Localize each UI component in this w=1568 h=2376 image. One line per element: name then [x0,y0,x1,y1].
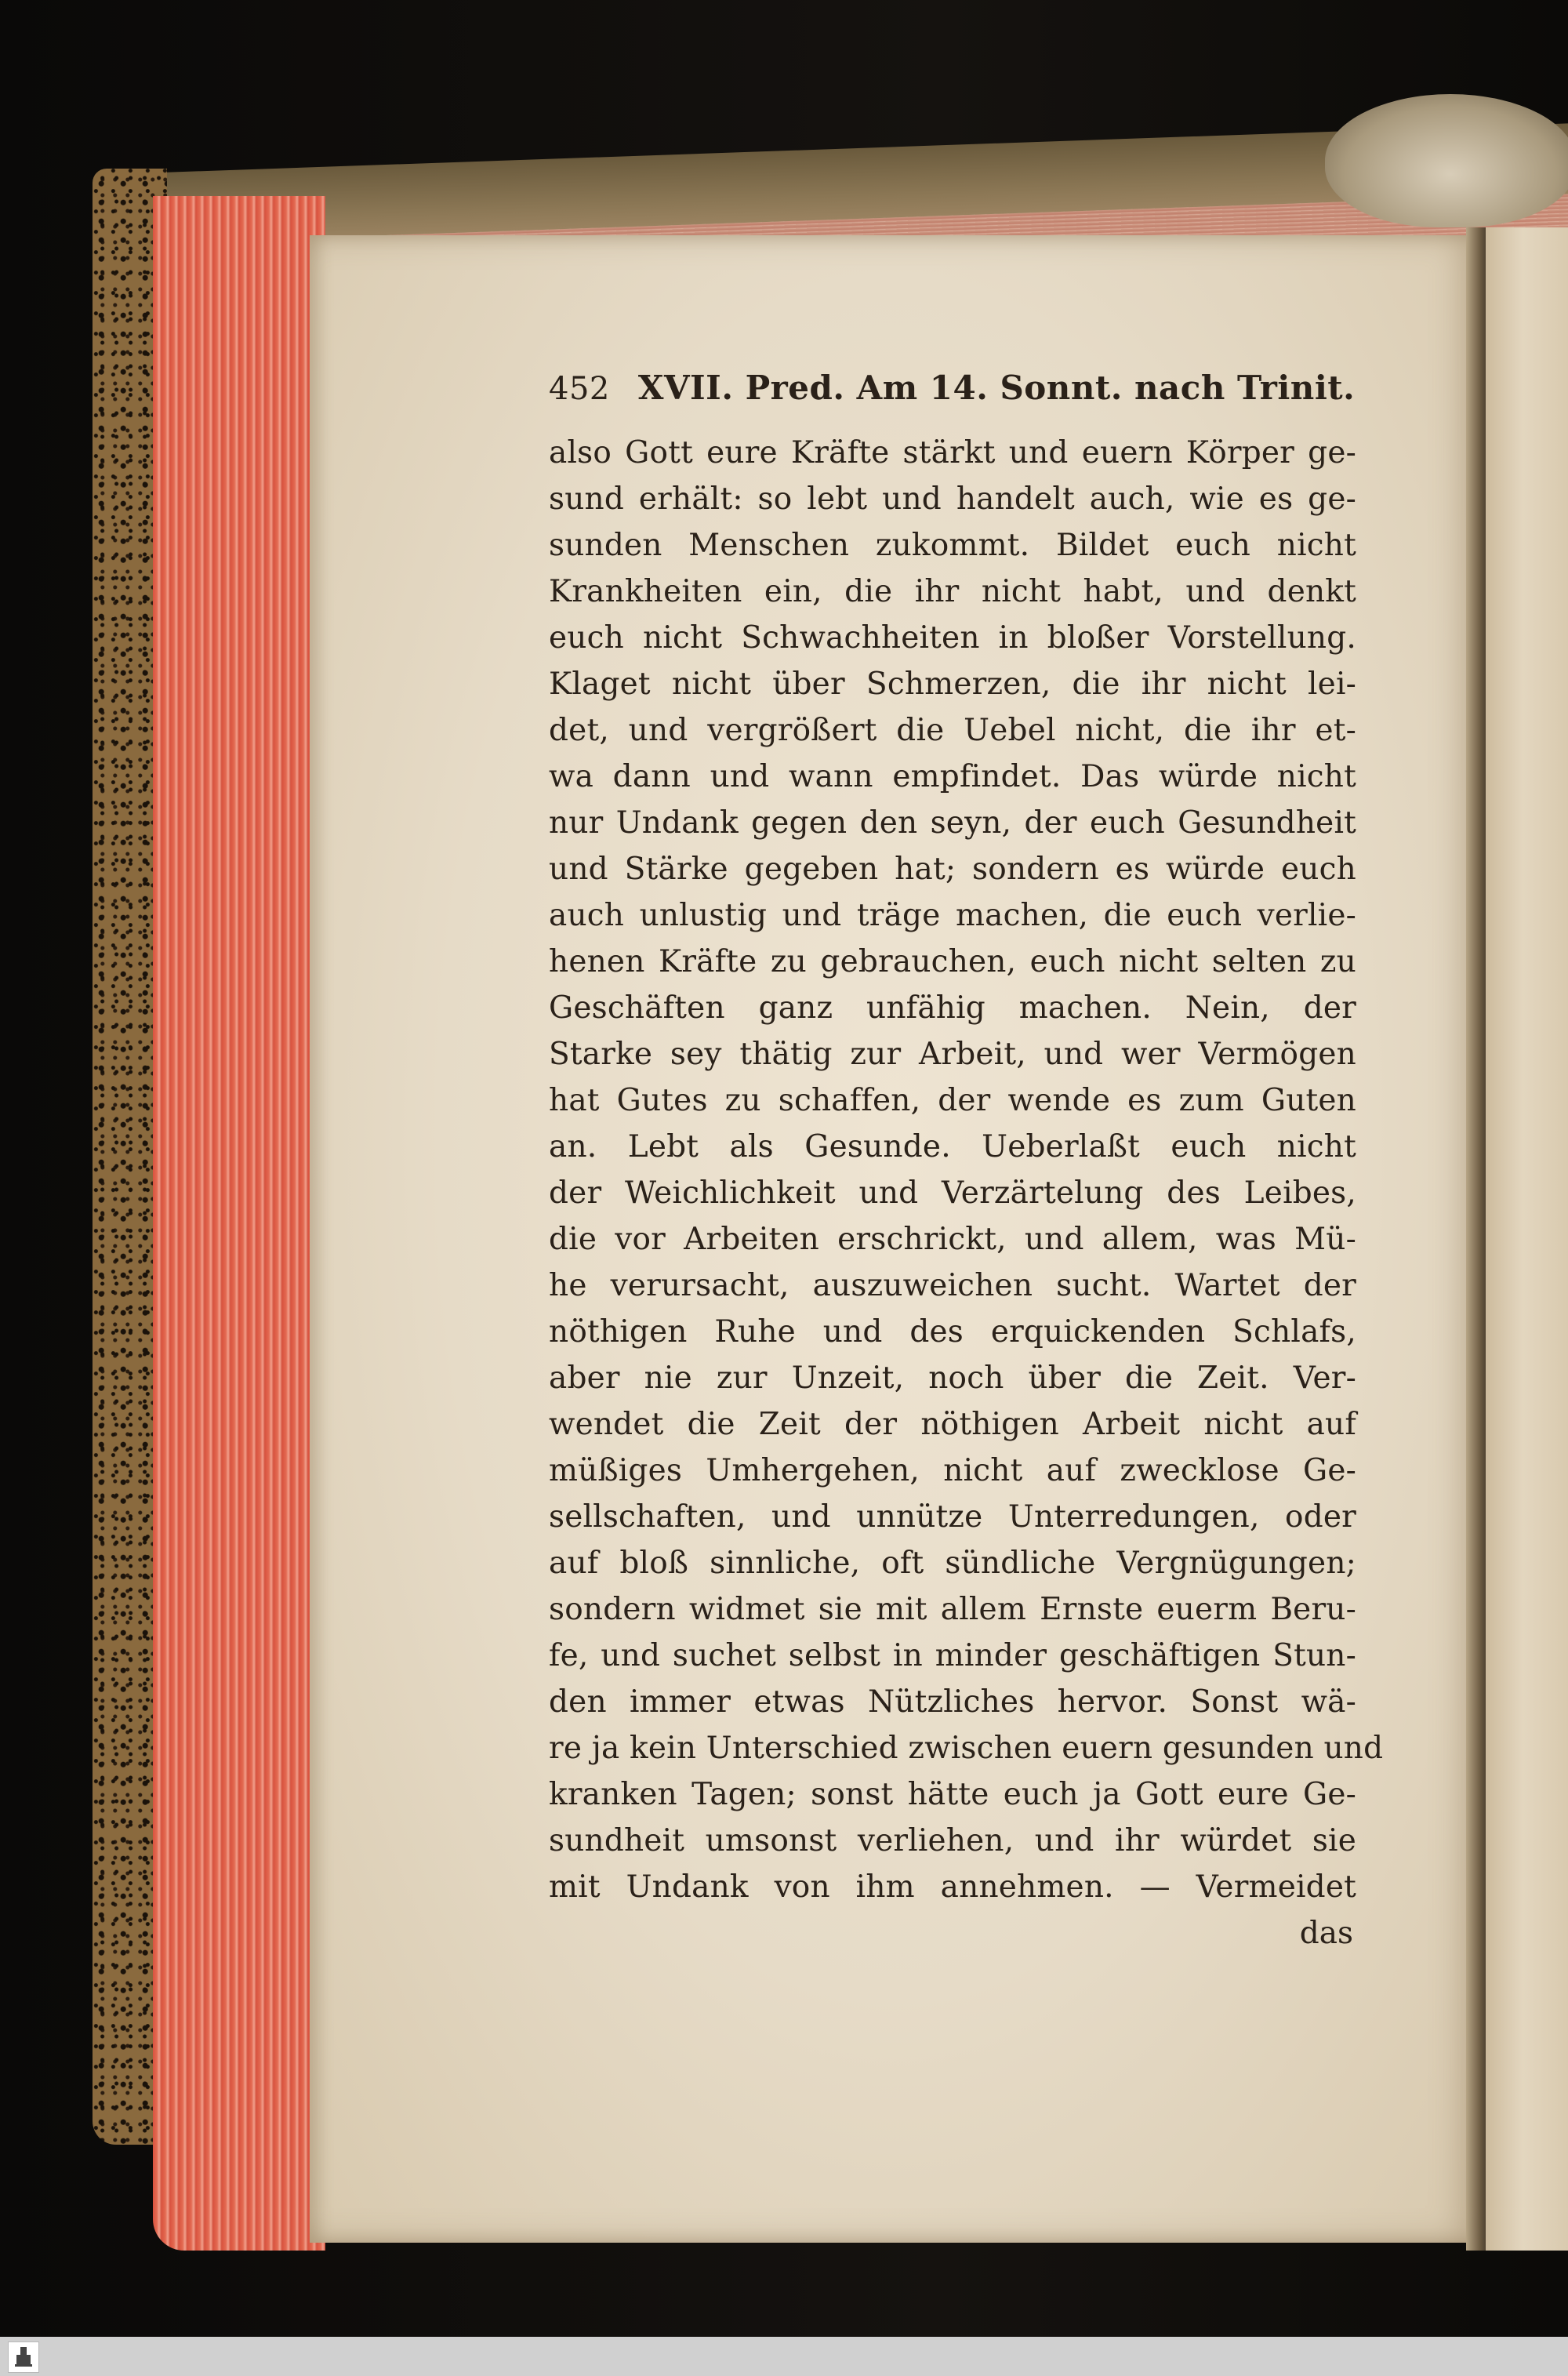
text-line: also Gott eure Kräfte stärkt und euern Körper ge- [549,435,1356,470]
text-line: Starke sey thätig zur Arbeit, und wer Vermögen [549,1037,1356,1072]
text-line: det, und vergrößert die Uebel nicht, die ihr et- [549,713,1356,748]
right-page [1486,227,1568,2251]
text-line: wa dann und wann empfindet. Das würde nicht [549,759,1356,794]
catchword: das [1299,1916,1353,1951]
text-line: Krankheiten ein, die ihr nicht habt, und denkt [549,574,1356,609]
text-line: sund erhält: so lebt und handelt auch, wie es ge- [549,481,1356,517]
text-line: sunden Menschen zukommt. Bildet euch nicht [549,528,1356,563]
text-line: hat Gutes zu schaffen, der wende es zum Guten [549,1083,1356,1118]
text-line: nur Undank gegen den seyn, der euch Gesundheit [549,805,1356,841]
text-line: henen Kräfte zu gebrauchen, euch nicht selten zu [549,944,1356,979]
text-line: den immer etwas Nützliches hervor. Sonst wä- [549,1684,1356,1720]
text-line: wendet die Zeit der nöthigen Arbeit nicht auf [549,1407,1356,1442]
running-head [549,369,1356,419]
text-line: müßiges Umhergehen, nicht auf zwecklose Ge- [549,1453,1356,1488]
text-block [549,369,1384,1956]
text-line: kranken Tagen; sonst hätte euch ja Gott eure Ge- [549,1777,1356,1812]
page-number: 452 [549,371,610,407]
text-line: die vor Arbeiten erschrickt, und allem, was Mü- [549,1222,1356,1257]
text-line: sundheit umsonst verliehen, und ihr würdet sie [549,1823,1356,1858]
text-line: aber nie zur Unzeit, noch über die Zeit. Ver- [549,1361,1356,1396]
text-line: auch unlustig und träge machen, die euch verlie- [549,898,1356,933]
text-line: fe, und suchet selbst in minder geschäftigen Stun- [549,1638,1356,1673]
text-line: an. Lebt als Gesunde. Ueberlaßt euch nicht [549,1129,1356,1164]
text-line: Klaget nicht über Schmerzen, die ihr nicht lei- [549,667,1356,702]
library-logo-icon [8,2341,39,2373]
text-line: der Weichlichkeit und Verzärtelung des Leibes, [549,1175,1356,1211]
text-line: und Stärke gegeben hat; sondern es würde euch [549,852,1356,887]
building-icon [13,2345,34,2369]
text-line: auf bloß sinnliche, oft sündliche Vergnügungen; [549,1546,1356,1581]
text-line: euch nicht Schwachheiten in bloßer Vorstellung. [549,620,1356,656]
text-line: nöthigen Ruhe und des erquickenden Schlafs, [549,1314,1356,1350]
text-line: re ja kein Unterschied zwischen euern gesunden und [549,1731,1384,1766]
text-line: he verursacht, auszuweichen sucht. Wartet der [549,1268,1356,1303]
page-edges [153,196,325,2251]
text-line: sellschaften, und unnütze Unterredungen, oder [549,1499,1356,1535]
running-title: XVII. Pred. Am 14. Sonnt. nach Trinit. [637,369,1356,407]
text-line: sondern widmet sie mit allem Ernste euerm Beru- [549,1592,1356,1627]
text-line: mit Undank von ihm annehmen. — Vermeidet [549,1869,1356,1905]
text-line: Geschäften ganz unfähig machen. Nein, der [549,990,1356,1026]
footer-bar [0,2337,1568,2376]
paper-clump [1325,94,1568,227]
